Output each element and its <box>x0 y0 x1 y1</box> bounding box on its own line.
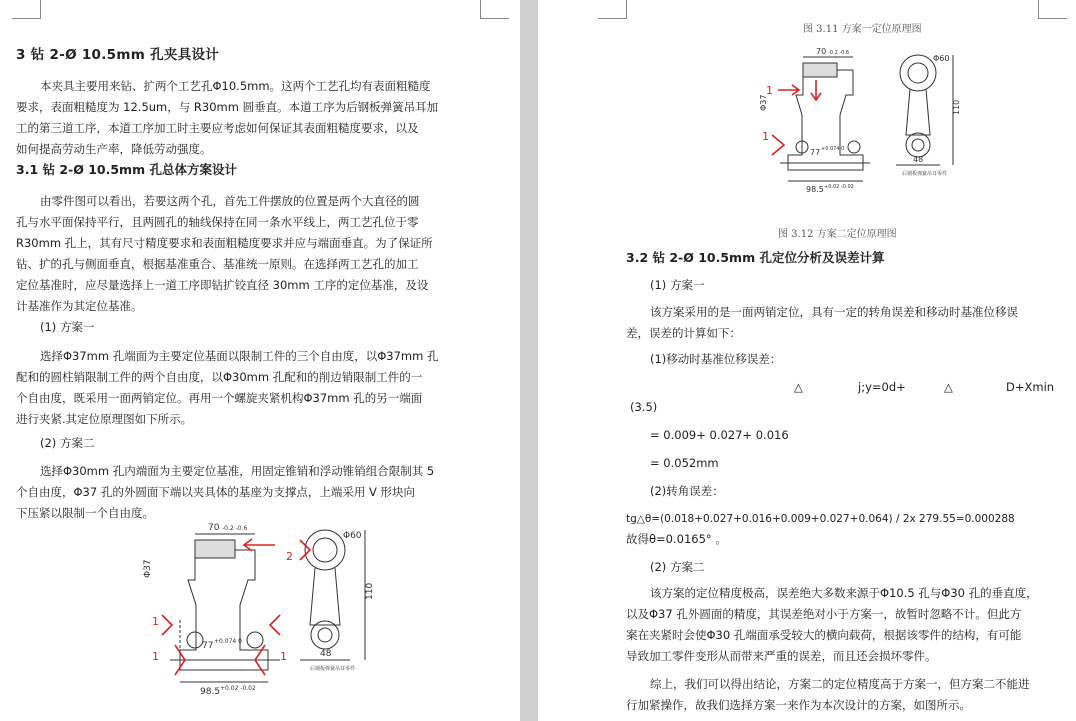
foot-note: 后钢板弹簧吊耳零件 <box>310 666 356 672</box>
body-line: R30mm 孔上，其有尺寸精度要求和表面粗糙度要求并应与端面垂直。为了保证所 <box>16 236 433 250</box>
dim-r: Φ60 <box>933 54 950 63</box>
intro-line: 如何提高劳动生产率，降低劳动强度。 <box>16 142 212 156</box>
dim-top-tol: -0.2 -0.6 <box>828 50 850 56</box>
corner-mark-tl <box>12 0 41 19</box>
scheme2-label: (2) 方案二 <box>40 436 95 450</box>
arrow-label-2: 2 <box>286 550 293 563</box>
dim-small: 48 <box>320 649 332 659</box>
section-heading-3-1: 3.1 钻 2-Ø 10.5mm 孔总体方案设计 <box>16 162 237 177</box>
arrow-label-1b: 1 <box>152 650 159 663</box>
section-heading-3-2: 3.2 钻 2-Ø 10.5mm 孔定位分析及误差计算 <box>626 250 885 265</box>
calc-line-1: = 0.009+ 0.027+ 0.016 <box>650 428 789 442</box>
scheme2-line: 导致加工零件变形从而带来严重的误差，而且还会损坏零件。 <box>626 649 937 663</box>
red-arrow-down <box>811 80 821 100</box>
figure-caption-3-11: 图 3.11 方案一定位原理图 <box>803 24 922 35</box>
turn-result: 故得θ=0.0165° 。 <box>626 532 727 546</box>
body-line: 钻、扩的孔与侧面垂直，根据基准重合、基准统一原则。在选择两工艺孔的加工 <box>16 257 419 271</box>
turn-formula: tg△θ=(0.018+0.027+0.016+0.009+0.027+0.064) / 2x 279.55=0.000288 <box>626 513 1015 525</box>
red-arrow-left <box>162 615 172 635</box>
dim-top: 70 <box>816 47 827 56</box>
left-page <box>0 0 520 721</box>
fork-hatch <box>803 63 837 77</box>
scheme2-line: 选择Φ30mm 孔内端面为主要定位基准，用固定锥销和浮动锥销组合限制其 5 <box>40 464 435 478</box>
intro-line: 要求，表面粗糙度为 12.5um，与 R30mm 圆垂直。本道工序为后钢板弹簧吊耳加 <box>16 100 439 114</box>
arrow-label-1a: 1 <box>766 84 773 97</box>
body-line: 计基准作为其定位基准。 <box>16 299 143 313</box>
page-gap <box>520 0 538 721</box>
intro-line: 本夹具主要用来钻、扩两个工艺孔Φ10.5mm。这两个工艺孔均有表面粗糙度 <box>40 79 431 93</box>
right-page <box>538 0 1076 721</box>
figure-caption-3-12: 图 3.12 方案二定位原理图 <box>778 229 897 240</box>
arrow-label-1a: 1 <box>152 615 159 628</box>
formula-part-3: △ <box>944 380 953 394</box>
scheme2-label-right: (2) 方案二 <box>650 560 705 574</box>
move-error-label: (1)移动时基准位移误差： <box>650 352 782 366</box>
red-arrow-right <box>270 615 280 635</box>
foot-note: 后钢板弹簧吊耳零件 <box>902 171 948 177</box>
fork-hatch <box>195 540 235 558</box>
formula-part-1: △ <box>794 380 803 394</box>
scheme1-line: 个自由度，既采用一面两销定位。再用一个螺旋夹紧机构Φ37mm 孔的另一端面 <box>16 391 423 405</box>
intro-line: 工的第三道工序，本道工序加工时主要应考虑如何保证其表面粗糙度要求，以及 <box>16 121 419 135</box>
dim-top: 70 <box>208 523 220 533</box>
corner-mark-tr <box>480 0 509 19</box>
fork-body-outline <box>180 550 268 670</box>
scheme2-paragraph <box>16 461 434 524</box>
dim-left: Φ37 <box>143 559 153 578</box>
corner-mark-tr <box>1038 0 1067 19</box>
dim-bottom: 98.5 <box>200 687 221 697</box>
scheme1-line: 该方案采用的是一面两销定位，具有一定的转角误差和移动时基准位移误 <box>650 305 1018 319</box>
scheme1-label-right: (1) 方案一 <box>650 278 705 292</box>
red-arrow-left <box>772 135 784 155</box>
dim-top-tol: -0.2 -0.6 <box>222 525 248 532</box>
formula-part-4: D+Xmin <box>1006 380 1055 394</box>
conclusion-line: 综上，我们可以得出结论，方案二的定位精度高于方案一，但方案二不能进 <box>650 677 1030 691</box>
dim-right: 110 <box>952 99 961 115</box>
dim-bottom-tol: +0.02 -0.02 <box>220 685 256 692</box>
scheme1-label: (1) 方案一 <box>40 320 95 334</box>
dim-bottom: 98.5 <box>806 185 824 194</box>
scheme2-line: 以及Φ37 孔外圆面的精度，其误差绝对小于方案一，故暂时忽略不计。但此方 <box>626 607 1022 621</box>
scheme2-line: 案在夹紧时会使Φ30 孔端面承受较大的横向载荷，根据该零件的结构，有可能 <box>626 628 1022 642</box>
turn-error-label: (2)转角误差： <box>650 484 724 498</box>
body-line: 由零件图可以看出，若要这两个孔，首先工件摆放的位置是两个大直径的圆 <box>40 194 420 208</box>
chapter-heading: 3 钻 2-Ø 10.5mm 孔夹具设计 <box>16 47 220 63</box>
body-paragraph <box>16 191 433 317</box>
scheme1-line: 进行夹紧.其定位原理图如下所示。 <box>16 412 193 426</box>
formula-number: (3.5) <box>630 400 658 414</box>
dim-left: Φ37 <box>759 94 768 111</box>
red-arrow-top <box>778 85 799 95</box>
formula-part-2: j;y=0d+ <box>858 380 906 394</box>
dim-mid: 77 <box>810 148 821 157</box>
body-line: 孔与水平面保持平行，且两圆孔的轴线保持在同一条水平线上，两工艺孔位于零 <box>16 215 419 229</box>
scheme1-paragraph-right <box>626 302 1018 344</box>
dim-bottom-tol: +0.02 -0.02 <box>824 184 854 190</box>
body-line: 定位基准时，应尽量选择上一道工序即钻扩铰直径 30mm 工序的定位基准，及设 <box>16 278 429 292</box>
scheme2-locating-drawing <box>140 520 440 720</box>
dim-mid: 77 <box>202 641 214 651</box>
corner-mark-tl <box>598 0 627 19</box>
dim-mid-tol: +0.074 0 <box>214 638 242 645</box>
dim-r: Φ60 <box>343 531 362 541</box>
scheme2-line: 个自由度，Φ37 孔的外圆面下端以夹具体的基座为支撑点，上端采用 V 形块向 <box>16 485 416 499</box>
scheme1-line: 配和的圆柱销限制工件的两个自由度，以Φ30mm 孔配和的削边销限制工件的一 <box>16 370 423 384</box>
conclusion-paragraph <box>626 674 1030 716</box>
scheme1-paragraph <box>16 346 439 430</box>
scheme2-line: 该方案的定位精度极高，误差绝大多数来源于Φ10.5 孔与Φ30 孔的垂直度， <box>650 586 1038 600</box>
calc-line-2: = 0.052mm <box>650 456 719 470</box>
scheme2-line: 下压紧以限制一个自由度。 <box>16 506 154 520</box>
arrow-label-1b: 1 <box>762 130 769 143</box>
scheme2-paragraph-right <box>626 583 1038 667</box>
scheme1-line: 选择Φ37mm 孔端面为主要定位基面以限制工件的三个自由度，以Φ37mm 孔 <box>40 349 439 363</box>
dim-right: 110 <box>365 582 375 600</box>
dim-mid-tol: +0.074 0 <box>821 146 845 152</box>
fork-body-outline <box>788 70 863 170</box>
conclusion-line: 行加紧操作，故我们选择方案一来作为本次设计的方案，如图所示。 <box>626 698 971 712</box>
scheme1-line: 差，误差的计算如下： <box>626 326 741 340</box>
red-arrow-top <box>244 539 275 551</box>
scheme1-locating-drawing <box>758 45 1018 205</box>
arrow-label-1c: 1 <box>280 650 287 663</box>
dim-small: 48 <box>913 155 924 164</box>
intro-paragraph <box>16 76 438 160</box>
